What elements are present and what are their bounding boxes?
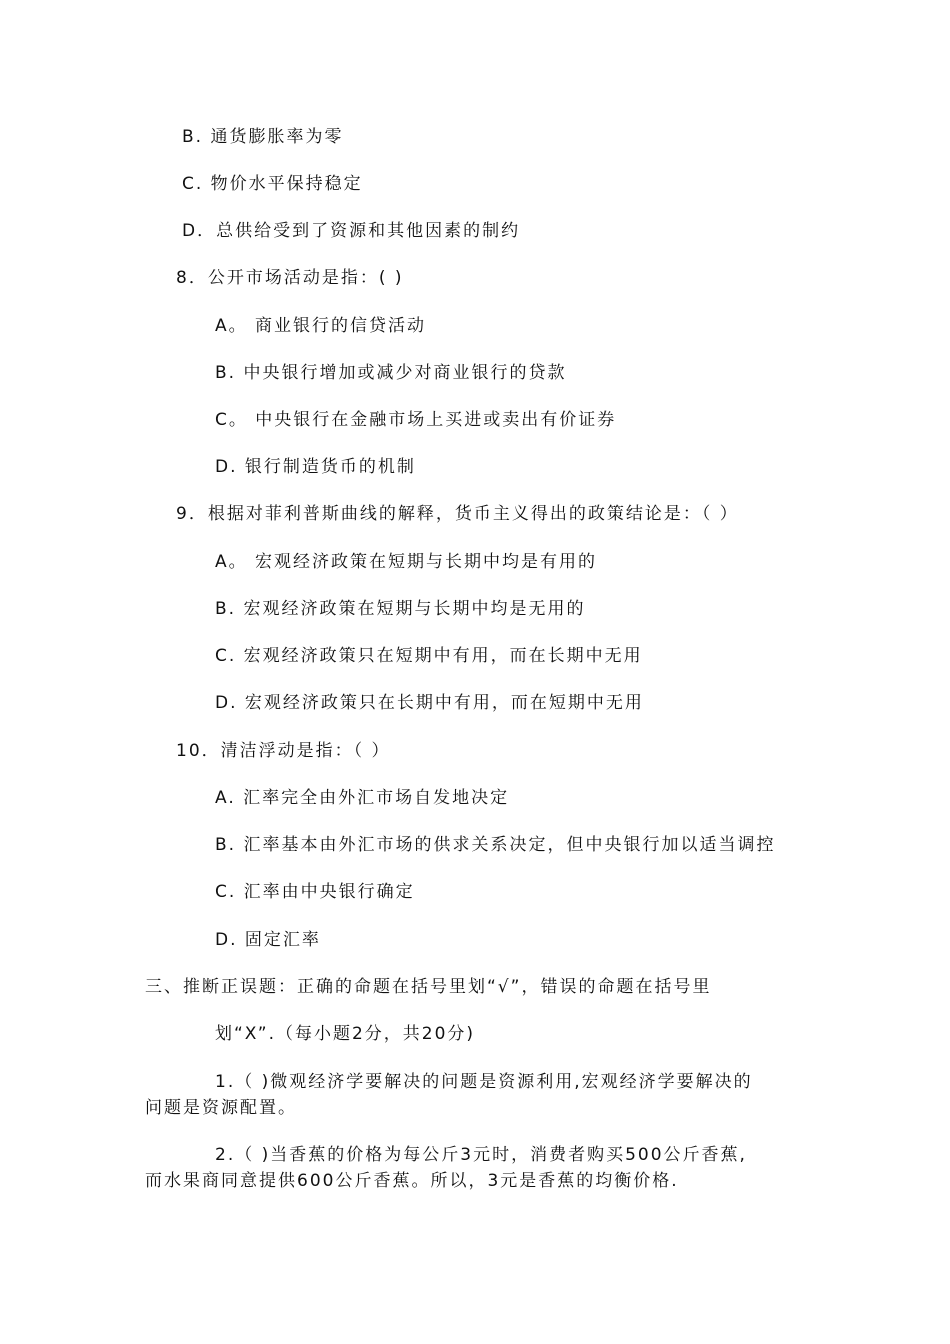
section3-item2-line1: 2.（ )当香蕉的价格为每公斤3元时，消费者购买500公斤香蕉, <box>215 1145 747 1165</box>
q10-option-c: C. 汇率由中央银行确定 <box>215 882 415 902</box>
q8-question: 8．公开市场活动是指：( ) <box>176 268 404 288</box>
q9-option-a: A。 宏观经济政策在短期与长期中均是有用的 <box>215 552 598 572</box>
section3-heading-line2: 划“X”.（每小题2分，共20分) <box>215 1024 476 1044</box>
q7-option-b: B. 通货膨胀率为零 <box>182 127 344 147</box>
q10-option-b: B. 汇率基本由外汇市场的供求关系决定，但中央银行加以适当调控 <box>215 835 776 855</box>
q8-option-d: D. 银行制造货币的机制 <box>215 457 416 477</box>
q9-question: 9．根据对菲利普斯曲线的解释，货币主义得出的政策结论是：（ ） <box>176 504 739 524</box>
q9-option-d: D. 宏观经济政策只在长期中有用，而在短期中无用 <box>215 693 644 713</box>
q8-option-c: C。 中央银行在金融市场上买进或卖出有价证券 <box>215 410 617 430</box>
q7-option-c: C. 物价水平保持稳定 <box>182 174 363 194</box>
q7-option-d: D．总供给受到了资源和其他因素的制约 <box>182 221 521 241</box>
q10-question: 10．清洁浮动是指：（ ） <box>176 741 391 761</box>
q10-option-a: A. 汇率完全由外汇市场自发地决定 <box>215 788 510 808</box>
q9-option-b: B. 宏观经济政策在短期与长期中均是无用的 <box>215 599 586 619</box>
q9-option-c: C. 宏观经济政策只在短期中有用，而在长期中无用 <box>215 646 643 666</box>
q10-option-d: D. 固定汇率 <box>215 930 321 950</box>
q8-option-a: A。 商业银行的信贷活动 <box>215 316 427 336</box>
section3-item1-line2: 问题是资源配置。 <box>145 1098 297 1118</box>
section3-item2-line2: 而水果商同意提供600公斤香蕉。所以，3元是香蕉的均衡价格. <box>145 1171 679 1191</box>
section3-heading-line1: 三、推断正误题：正确的命题在括号里划“√”，错误的命题在括号里 <box>145 977 712 997</box>
q8-option-b: B. 中央银行增加或减少对商业银行的贷款 <box>215 363 567 383</box>
section3-item1-line1: 1.（ )微观经济学要解决的问题是资源利用,宏观经济学要解决的 <box>215 1072 753 1092</box>
